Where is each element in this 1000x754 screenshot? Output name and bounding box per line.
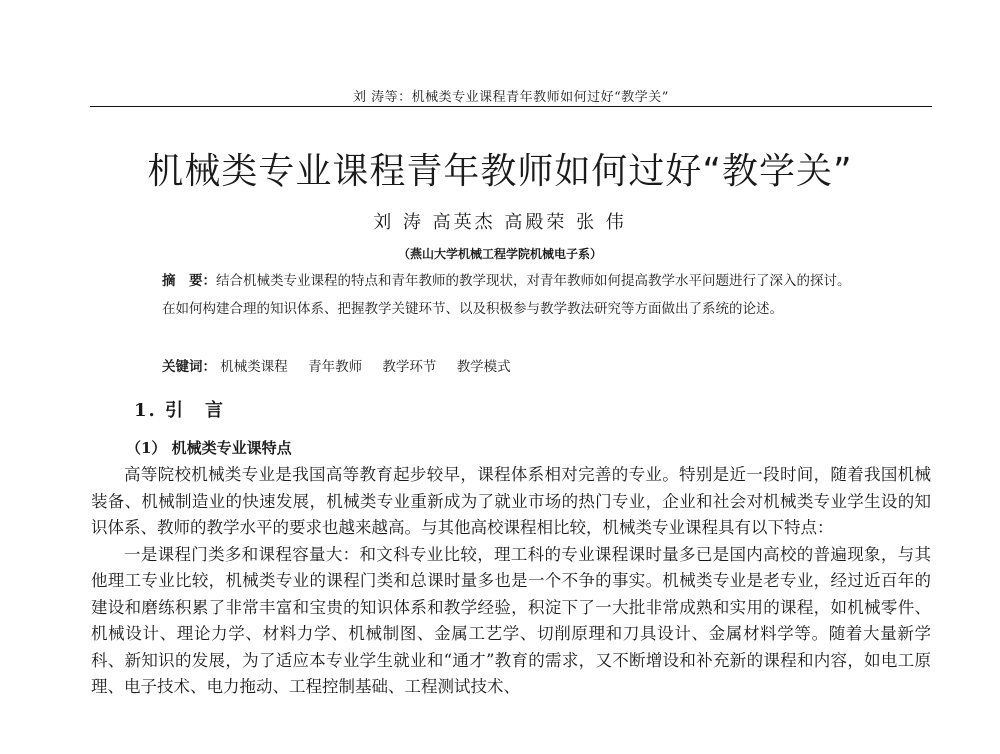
abstract xyxy=(162,267,862,323)
keyword: 青年教师 xyxy=(308,359,363,375)
section-heading: 1. 引 言 xyxy=(134,400,226,421)
paper-title: 机械类专业课程青年教师如何过好“教学关” xyxy=(147,151,853,192)
abstract-text: 结合机械类专业课程的特点和青年教师的教学现状，对青年教师如何提高教学水平问题进行了深入的探讨。在如何构建合理的知识体系、把握教学关键环节、以及积极参与教学教法研究等方面做出了系统的论述。 xyxy=(162,273,851,317)
abstract-label: 摘 要： xyxy=(162,273,216,289)
keyword: 教学环节 xyxy=(382,359,437,375)
affiliation: （燕山大学机械工程学院机械电子系） xyxy=(397,247,602,261)
paragraph: 一是课程门类多和课程容量大：和文科专业比较，理工科的专业课程课时量多已是国内高校的普遍现象，与其他理工专业比较，机械类专业的课程门类和总课时量多也是一个不争的事实。机械类专业是老专业，经过近百年的建设和磨练积累了非常丰富和宝贵的知识体系和教学经验，积淀下了一大批非常成熟和实用的课程，如机械零件、机械设计、理论力学、材料力学、机械制图、金属工艺学、切削原理和刀具设计、金属材料学等。随着大量新学科、新知识的发展，为了适应本专业学生就业和“通才”教育的需求，又不断增设和补充新的课程和内容，如电工原理、电子技术、电力拖动、工程控制基础、工程测试技术、 xyxy=(91,544,931,696)
authors: 刘 涛 高英杰 高殿荣 张 伟 xyxy=(373,212,627,233)
keywords-label: 关键词： xyxy=(162,359,216,375)
running-header: 刘 涛等：机械类专业课程青年教师如何过好“教学关” xyxy=(353,90,669,105)
keyword: 机械类课程 xyxy=(220,359,288,375)
body-text xyxy=(91,462,931,701)
paragraph: 高等院校机械类专业是我国高等教育起步较早，课程体系相对完善的专业。特别是近一段时间，随着我国机械装备、机械制造业的快速发展，机械类专业重新成为了就业市场的热门专业，企业和社会对机械类专业学生设的知识体系、教师的教学水平的要求也越来越高。与其他高校课程相比较，机械类专业课程具有以下特点： xyxy=(91,465,931,537)
keywords xyxy=(162,355,862,375)
subsection-heading: （1） 机械类专业课特点 xyxy=(126,439,292,457)
header-rule xyxy=(90,106,932,107)
keyword: 教学模式 xyxy=(456,359,511,375)
